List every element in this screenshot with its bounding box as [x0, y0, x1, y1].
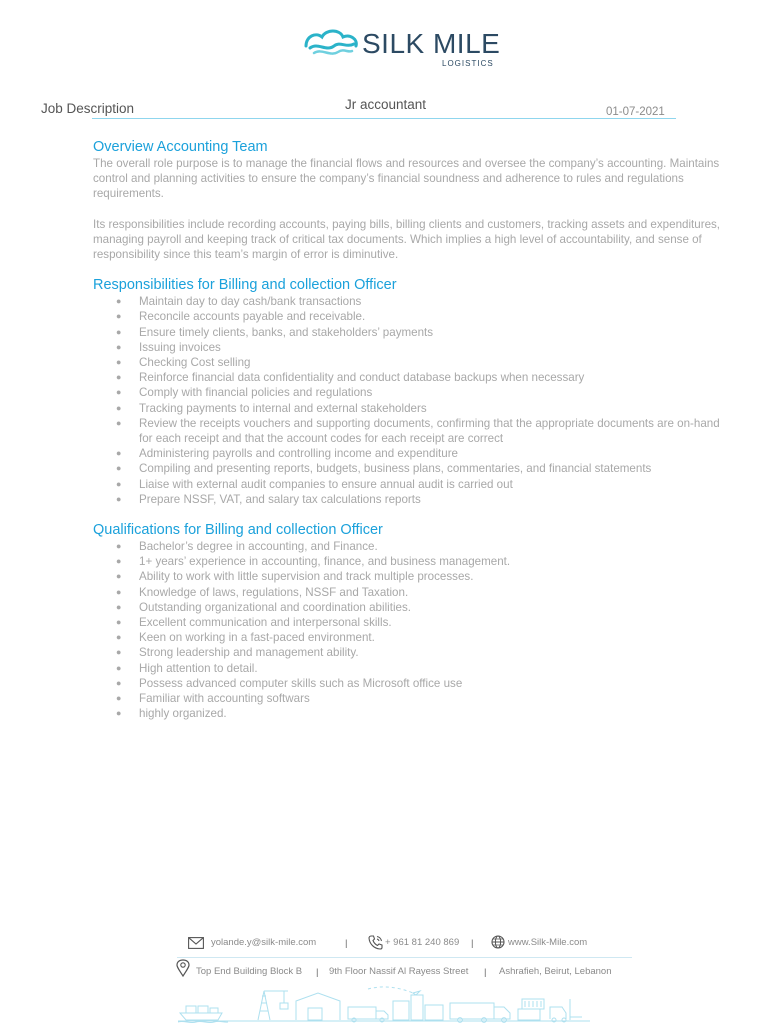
- bullet-icon: ●: [116, 341, 122, 352]
- list-item: ● highly organized.: [116, 707, 227, 721]
- bullet-icon: ●: [116, 478, 122, 489]
- bullet-icon: ●: [116, 647, 122, 658]
- bullet-icon: ●: [116, 493, 122, 504]
- bullet-icon: ●: [116, 296, 122, 307]
- footer-address-street: 9th Floor Nassif Al Rayess Street: [329, 966, 469, 977]
- list-item: ● Knowledge of laws, regulations, NSSF and Taxation.: [116, 585, 409, 599]
- footer-separator: |: [484, 967, 487, 978]
- qualifications-heading: Qualifications for Billing and collection Officer: [93, 522, 383, 539]
- footer-email-link[interactable]: yolande.y@silk-mile.com: [211, 937, 317, 948]
- bullet-icon: ●: [116, 357, 122, 368]
- bullet-icon: ●: [116, 311, 122, 322]
- list-item: ● Bachelor’s degree in accounting, and Finance.: [116, 540, 378, 554]
- envelope-icon: [188, 937, 204, 949]
- bullet-icon: ●: [116, 541, 122, 552]
- footer-separator: |: [471, 938, 474, 949]
- logo-title: SILK MILE: [362, 28, 501, 59]
- bullet-icon: ●: [116, 601, 122, 612]
- bullet-icon: ●: [116, 387, 122, 398]
- list-item: ● Possess advanced computer skills such as Microsoft office use: [116, 676, 463, 690]
- job-title: Jr accountant: [345, 97, 427, 112]
- list-item: ● Review the receipts vouchers and supporting documents, confirming that the appropriate documents are on-hand for each receipt and that the account codes for each receipt are correct: [116, 416, 720, 446]
- overview-heading: Overview Accounting Team: [93, 139, 268, 155]
- logistics-skyline-illustration: [178, 983, 590, 1023]
- bullet-icon: ●: [116, 326, 122, 337]
- globe-icon: [491, 935, 505, 949]
- list-item: ● Familiar with accounting softwars: [116, 692, 310, 706]
- bullet-icon: ●: [116, 677, 122, 688]
- list-item: ● Liaise with external audit companies to ensure annual audit is carried out: [116, 477, 513, 491]
- list-item: ● Comply with financial policies and regulations: [116, 386, 373, 400]
- bullet-icon: ●: [116, 417, 122, 428]
- header-divider: [92, 118, 676, 119]
- list-item: ● 1+ years’ experience in accounting, finance, and business management.: [116, 555, 511, 569]
- bullet-icon: ●: [116, 708, 122, 719]
- footer-website-link[interactable]: www.Silk-Mile.com: [508, 937, 588, 948]
- list-item: ● Outstanding organizational and coordination abilities.: [116, 600, 411, 614]
- bullet-icon: ●: [116, 693, 122, 704]
- list-item: ● Reinforce financial data confidentiality and conduct database backups when necessary: [116, 371, 585, 385]
- document-body: [93, 138, 733, 722]
- overview-paragraph-1: The overall role purpose is to manage the financial flows and resources and oversee the company’s accounting. Maintains control and planning activities to ensure the company’s financial soundness and adherence to rules and regulations requirements.: [93, 157, 720, 201]
- footer-address-building: Top End Building Block B: [196, 966, 303, 977]
- qualifications-list: [93, 539, 733, 721]
- responsibilities-heading: Responsibilities for Billing and collection Officer: [93, 277, 397, 294]
- list-item: ● Ensure timely clients, banks, and stakeholders’ payments: [116, 325, 434, 339]
- list-item: ● Keen on working in a fast-paced environment.: [116, 631, 375, 645]
- bullet-icon: ●: [116, 463, 122, 474]
- bullet-icon: ●: [116, 372, 122, 383]
- page-footer: [0, 925, 768, 1024]
- footer-address-row: [0, 965, 768, 981]
- bullet-icon: ●: [116, 617, 122, 628]
- list-item: ● High attention to detail.: [116, 661, 258, 675]
- footer-divider: [177, 957, 632, 958]
- responsibilities-list: [93, 294, 733, 507]
- cloud-wave-logo-icon: [302, 26, 360, 58]
- list-item: ● Tracking payments to internal and external stakeholders: [116, 401, 427, 415]
- bullet-icon: ●: [116, 662, 122, 673]
- company-logo: [302, 26, 502, 72]
- footer-address-city: Ashrafieh, Beirut, Lebanon: [499, 966, 612, 977]
- list-item: ● Checking Cost selling: [116, 356, 251, 370]
- footer-separator: |: [345, 938, 348, 949]
- overview-paragraph-2: Its responsibilities include recording accounts, paying bills, billing clients and customers, tracking assets and expenditures, managing payroll and keeping track of critical tax documents. Which implies a high level of accountability, and sense of responsibility since this team’s margin of error is diminutive.: [93, 217, 721, 262]
- list-item: ● Maintain day to day cash/bank transactions: [116, 295, 362, 309]
- bullet-icon: ●: [116, 448, 122, 459]
- list-item: ● Excellent communication and interpersonal skills.: [116, 616, 392, 630]
- list-item: ● Prepare NSSF, VAT, and salary tax calculations reports: [116, 492, 421, 506]
- bullet-icon: ●: [116, 402, 122, 413]
- list-item: ● Strong leadership and management ability.: [116, 646, 359, 660]
- doc-date: 01-07-2021: [606, 106, 665, 118]
- bullet-icon: ●: [116, 556, 122, 567]
- list-item: ● Compiling and presenting reports, budgets, business plans, commentaries, and financial statements: [116, 462, 652, 476]
- list-item: ● Administering payrolls and controlling income and expenditure: [116, 447, 459, 461]
- list-item: ● Reconcile accounts payable and receivable.: [116, 310, 366, 324]
- footer-separator: |: [316, 967, 319, 978]
- phone-icon: [368, 935, 383, 950]
- footer-contact-row: [0, 935, 768, 951]
- bullet-icon: ●: [116, 571, 122, 582]
- footer-phone-link[interactable]: + 961 81 240 869: [385, 937, 460, 948]
- bullet-icon: ●: [116, 632, 122, 643]
- bullet-icon: ●: [116, 586, 122, 597]
- list-item: ● Ability to work with little supervision and track multiple processes.: [116, 570, 474, 584]
- location-pin-icon: [176, 959, 190, 977]
- logo-subtitle: LOGISTICS: [442, 59, 494, 68]
- list-item: ● Issuing invoices: [116, 340, 221, 354]
- doc-type-label: Job Description: [41, 101, 135, 116]
